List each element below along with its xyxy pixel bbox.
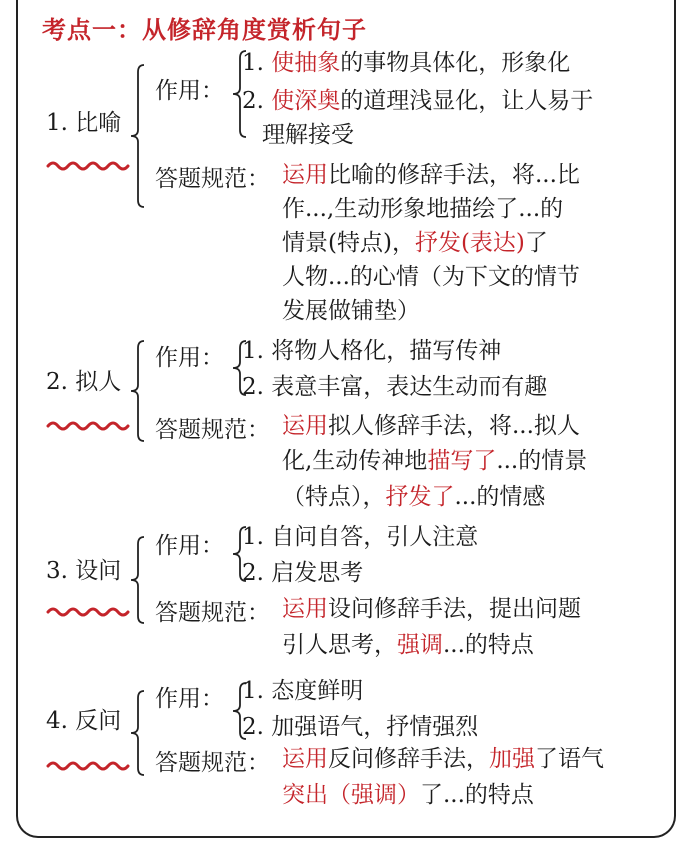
body-text: 1.	[242, 50, 272, 76]
body-text: 人物...的心情（为下文的情节	[282, 264, 580, 290]
body-text: ...的情感	[454, 484, 546, 510]
answer-norm-line	[282, 196, 563, 224]
highlight-text: 强调	[397, 632, 443, 658]
body-text: 2. 加强语气，抒情强烈	[242, 714, 479, 740]
answer-norm-line	[282, 596, 581, 624]
highlight-text: 运用	[282, 162, 328, 188]
body-text: 理解接受	[262, 122, 354, 148]
body-text: ...的情景	[496, 448, 588, 474]
highlight-text: 使深奥	[271, 88, 341, 114]
answer-norm-line	[282, 746, 604, 774]
page-title: 考点一：从修辞角度赏析句子	[42, 16, 367, 44]
body-text: 2. 启发思考	[242, 560, 364, 586]
section-label: 4. 反问	[46, 708, 122, 734]
section-label: 1. 比喻	[46, 110, 122, 136]
answer-norm-line	[282, 162, 580, 190]
body-text: 2. 表意丰富，表达生动而有趣	[242, 374, 548, 400]
body-text: 反问修辞手法，	[328, 746, 489, 772]
effect-line	[242, 560, 363, 588]
body-text: 情景(特点)，	[282, 230, 415, 256]
effect-label: 作用：	[155, 686, 224, 712]
highlight-text: 突出（强调）	[282, 782, 420, 808]
wavy-underline-decoration	[46, 160, 130, 172]
wavy-underline-decoration	[46, 606, 130, 618]
section-brace	[130, 64, 144, 208]
effect-line	[242, 50, 570, 78]
body-text: 拟人修辞手法，将...拟人	[328, 413, 580, 439]
highlight-text: 使抽象	[271, 50, 341, 76]
highlight-text: 运用	[282, 413, 328, 439]
wavy-underline-decoration	[46, 420, 130, 432]
body-text: 1. 自问自答，引人注意	[242, 524, 479, 550]
effect-label: 作用：	[155, 533, 224, 559]
effect-line	[242, 338, 501, 366]
answer-norm-line	[282, 413, 580, 441]
body-text: 了...的特点	[420, 782, 534, 808]
section-brace	[130, 340, 144, 442]
body-text: 的道理浅显化，让人易于	[340, 88, 594, 114]
body-text: 作...,生动形象地描绘了...的	[282, 196, 564, 222]
answer-norm-label: 答题规范：	[155, 417, 270, 443]
effect-line	[242, 714, 478, 742]
effect-line	[242, 524, 478, 552]
section-label: 2. 拟人	[46, 369, 122, 395]
section-brace	[130, 536, 144, 624]
body-text: 设问修辞手法，提出问题	[328, 596, 581, 622]
effect-label: 作用：	[155, 78, 224, 104]
highlight-text: 运用	[282, 596, 328, 622]
body-text: ...的特点	[443, 632, 534, 658]
answer-norm-line	[282, 298, 420, 326]
answer-norm-label: 答题规范：	[155, 166, 270, 192]
body-text: 1. 将物人格化，描写传神	[242, 338, 502, 364]
body-text: 了语气	[535, 746, 604, 772]
answer-norm-line	[282, 448, 587, 476]
effect-line	[262, 122, 354, 150]
effect-line	[242, 88, 593, 116]
body-text: 发展做铺垫）	[282, 298, 420, 324]
effect-label: 作用：	[155, 345, 224, 371]
section-brace	[130, 690, 144, 776]
body-text: （特点），	[282, 484, 386, 510]
highlight-text: 描写了	[427, 448, 497, 474]
answer-norm-line	[282, 782, 534, 810]
body-text: 了	[524, 230, 548, 256]
wavy-underline-decoration	[46, 760, 130, 772]
body-text: 引人思考，	[282, 632, 397, 658]
answer-norm-line	[282, 264, 580, 292]
body-text: 2.	[242, 88, 272, 114]
answer-norm-line	[282, 632, 534, 660]
answer-norm-label: 答题规范：	[155, 750, 270, 776]
effect-line	[242, 374, 547, 402]
highlight-text: 加强	[489, 746, 535, 772]
body-text: 比喻的修辞手法，将...比	[328, 162, 580, 188]
body-text: 1. 态度鲜明	[242, 678, 364, 704]
answer-norm-line	[282, 484, 545, 512]
highlight-text: 运用	[282, 746, 328, 772]
body-text: 化,生动传神地	[282, 448, 428, 474]
answer-norm-line	[282, 230, 548, 258]
highlight-text: 抒发(表达)	[414, 230, 525, 256]
highlight-text: 抒发了	[385, 484, 455, 510]
effect-line	[242, 678, 363, 706]
answer-norm-label: 答题规范：	[155, 600, 270, 626]
body-text: 的事物具体化，形象化	[340, 50, 571, 76]
section-label: 3. 设问	[46, 558, 122, 584]
